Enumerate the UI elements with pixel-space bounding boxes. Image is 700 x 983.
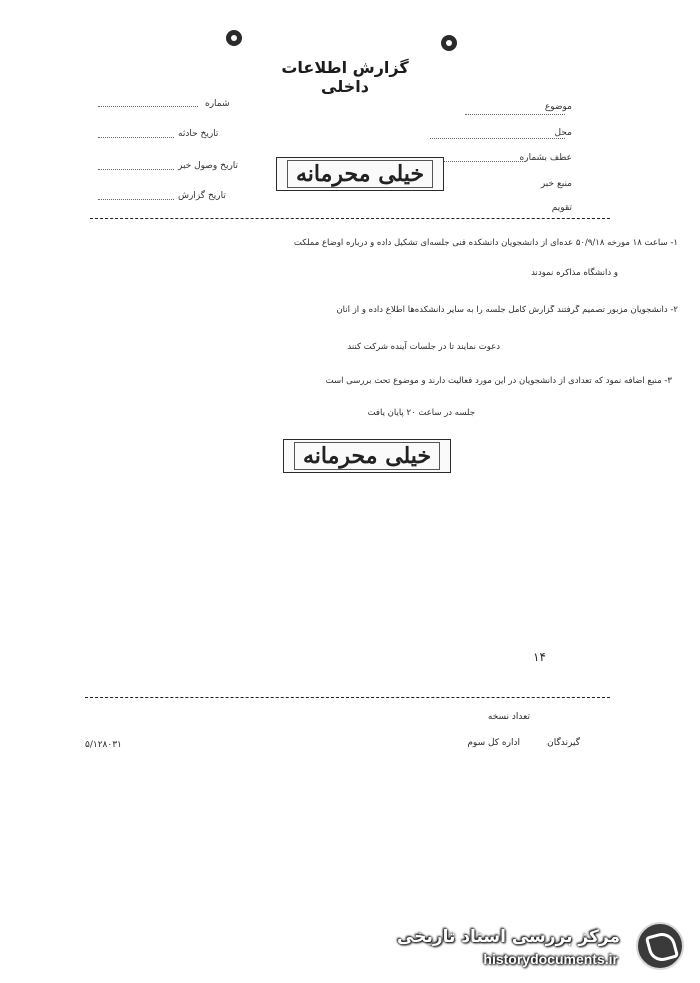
field-report-date-label: تاریخ گزارش: [178, 191, 226, 201]
field-reference-line: [430, 161, 525, 162]
body-line: ۱- ساعت ۱۸ مورخه ۵۰/۹/۱۸ عده‌ای از دانشجویان دانشکده فنی جلسه‌ای تشکیل داده و درباره اوضاع مملکت: [293, 238, 678, 248]
document-title: گزارش اطلاعات داخلی: [281, 58, 409, 96]
field-received-date-label: تاریخ وصول خبر: [178, 161, 239, 171]
page-number: ۱۴: [533, 650, 546, 664]
field-calendar-label: تقویم: [551, 203, 572, 213]
classification-stamp: [283, 439, 451, 473]
field-subject-line: [465, 114, 565, 115]
reference-number: ۵/۱۲۸۰۳۱: [85, 740, 122, 750]
field-number-line: [98, 106, 198, 107]
archive-logo-icon: [636, 922, 684, 970]
field-reference-label: عطف بشماره: [519, 153, 572, 163]
body-line: ۲- دانشجویان مزبور تصمیم گرفتند گزارش کامل جلسه را به سایر دانشکده‌ها اطلاع داده و از آنان: [336, 305, 678, 315]
field-received-date-line: [98, 169, 174, 170]
classification-stamp: [276, 157, 444, 191]
body-line: ۳- منبع اضافه نمود که تعدادی از دانشجویان در این مورد فعالیت دارند و موضوع تحت بررسی است: [325, 376, 672, 386]
field-source-label: منبع خبر: [540, 179, 572, 189]
copies-label: تعداد نسخه: [487, 712, 530, 722]
body-line: جلسه در ساعت ۲۰ پایان یافت: [367, 408, 475, 418]
field-incident-date-line: [98, 137, 174, 138]
field-number-label: شماره: [205, 99, 230, 109]
body-line: و دانشگاه مذاکره نمودند: [531, 268, 618, 278]
field-subject-label: موضوع: [544, 102, 572, 112]
recipients-label: گیرندگان: [547, 738, 580, 748]
field-incident-date-label: تاریخ حادثه: [178, 129, 219, 139]
field-location-line: [430, 138, 565, 139]
body-line: دعوت نمایند تا در جلسات آینده شرکت کنند: [347, 342, 500, 352]
emblem-icon: [441, 35, 457, 51]
header-divider: [90, 218, 610, 219]
emblem-icon: [226, 30, 242, 46]
field-report-date-line: [98, 199, 174, 200]
classification-stamp-text: خیلی محرمانه: [294, 442, 440, 470]
classification-stamp-text: خیلی محرمانه: [287, 160, 433, 188]
watermark-url: historydocuments.ir: [483, 951, 618, 967]
watermark-title: مرکز بررسی اسناد تاریخی: [397, 927, 620, 947]
footer-divider: [85, 697, 610, 698]
field-location-label: محل: [554, 128, 572, 138]
recipients-value: اداره کل سوم: [467, 738, 520, 748]
